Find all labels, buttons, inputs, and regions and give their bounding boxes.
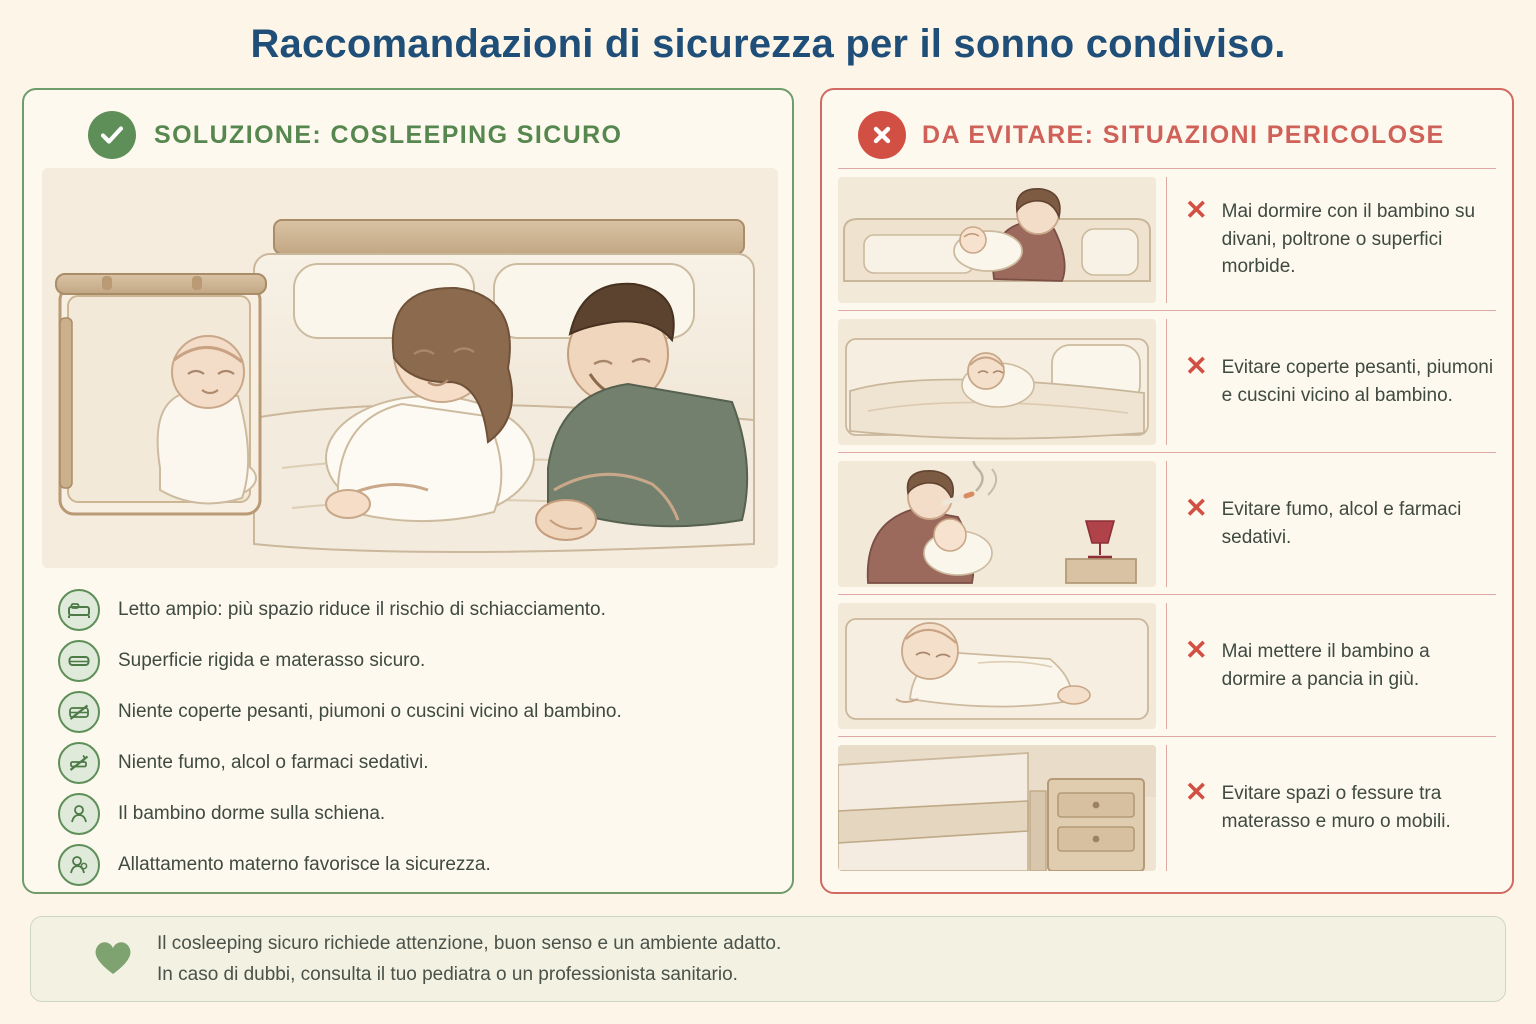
sofa-mother-baby-illustration <box>838 177 1156 303</box>
panels-container <box>22 88 1514 894</box>
x-icon: ✕ <box>1185 634 1208 665</box>
row-divider <box>1166 745 1167 871</box>
list-item <box>58 737 768 788</box>
x-icon: ✕ <box>1185 195 1208 226</box>
danger-item-label: Evitare coperte pesanti, piumoni e cuscini vicino al bambino. <box>1221 356 1494 406</box>
list-item <box>58 788 768 839</box>
danger-item-label: Evitare spazi o fessure tra materasso e muro o mobili. <box>1221 782 1451 832</box>
list-item-label: Niente fumo, alcol o farmaci sedativi. <box>118 751 429 773</box>
danger-panel-header <box>838 104 1496 166</box>
list-item-label: Allattamento materno favorisce la sicurezza. <box>118 853 491 875</box>
list-item <box>58 584 768 635</box>
danger-item-label: Mai dormire con il bambino su divani, poltrone o superfici morbide. <box>1221 201 1476 278</box>
row-divider <box>1166 177 1167 303</box>
baby-back-icon <box>58 793 100 835</box>
safe-panel-header <box>42 104 774 166</box>
breastfeeding-icon <box>58 844 100 886</box>
row-divider <box>1166 603 1167 729</box>
list-item-label: Superficie rigida e materasso sicuro. <box>118 649 426 671</box>
check-icon <box>88 111 136 159</box>
list-item <box>58 635 768 686</box>
list-item <box>58 686 768 737</box>
footer-line-1: Il cosleeping sicuro richiede attenzione, buon senso e un ambiente adatto. <box>157 932 782 954</box>
x-icon: ✕ <box>1185 350 1208 381</box>
safe-cosleeping-illustration <box>42 168 778 568</box>
danger-item-label: Mai mettere il bambino a dormire a pancia in giù. <box>1221 640 1430 690</box>
table-row <box>838 168 1496 310</box>
table-row <box>838 452 1496 594</box>
x-icon: ✕ <box>1185 776 1208 807</box>
mattress-icon <box>58 640 100 682</box>
list-item-label: Il bambino dorme sulla schiena. <box>118 802 386 824</box>
danger-text-wrap <box>1185 195 1496 281</box>
danger-text-wrap <box>1185 350 1496 409</box>
table-row <box>838 310 1496 452</box>
heavy-blanket-pillow-illustration <box>838 319 1156 445</box>
safe-panel-title: SOLUZIONE: COSLEEPING SICURO <box>154 120 623 149</box>
danger-text-wrap <box>1185 776 1496 835</box>
heart-icon <box>91 937 135 982</box>
x-icon: ✕ <box>1185 492 1208 523</box>
bed-icon <box>58 589 100 631</box>
table-row <box>838 594 1496 736</box>
safe-recommendations-list <box>42 580 774 890</box>
no-smoking-icon <box>58 742 100 784</box>
page-title: Raccomandazioni di sicurezza per il sonno condiviso. <box>250 22 1286 66</box>
footer-note <box>30 916 1506 1002</box>
dangerous-situations-panel <box>820 88 1514 894</box>
cross-icon <box>858 111 906 159</box>
list-item-label: Letto ampio: più spazio riduce il rischio di schiacciamento. <box>118 598 606 620</box>
row-divider <box>1166 461 1167 587</box>
danger-panel-title: DA EVITARE: SITUAZIONI PERICOLOSE <box>922 120 1445 149</box>
danger-text-wrap <box>1185 492 1496 551</box>
danger-rows <box>838 168 1496 878</box>
list-item <box>58 839 768 890</box>
safe-cosleeping-panel <box>22 88 794 894</box>
footer-text <box>157 928 781 991</box>
table-row <box>838 736 1496 878</box>
danger-text-wrap <box>1185 634 1496 693</box>
bed-gap-furniture-illustration <box>838 745 1156 871</box>
smoking-alcohol-illustration <box>838 461 1156 587</box>
list-item-label: Niente coperte pesanti, piumoni o cuscini vicino al bambino. <box>118 700 622 722</box>
footer-line-2: In caso di dubbi, consulta il tuo pediatra o un professionista sanitario. <box>157 964 738 985</box>
baby-prone-illustration <box>838 603 1156 729</box>
row-divider <box>1166 319 1167 445</box>
danger-item-label: Evitare fumo, alcol e farmaci sedativi. <box>1221 498 1462 548</box>
no-blanket-icon <box>58 691 100 733</box>
